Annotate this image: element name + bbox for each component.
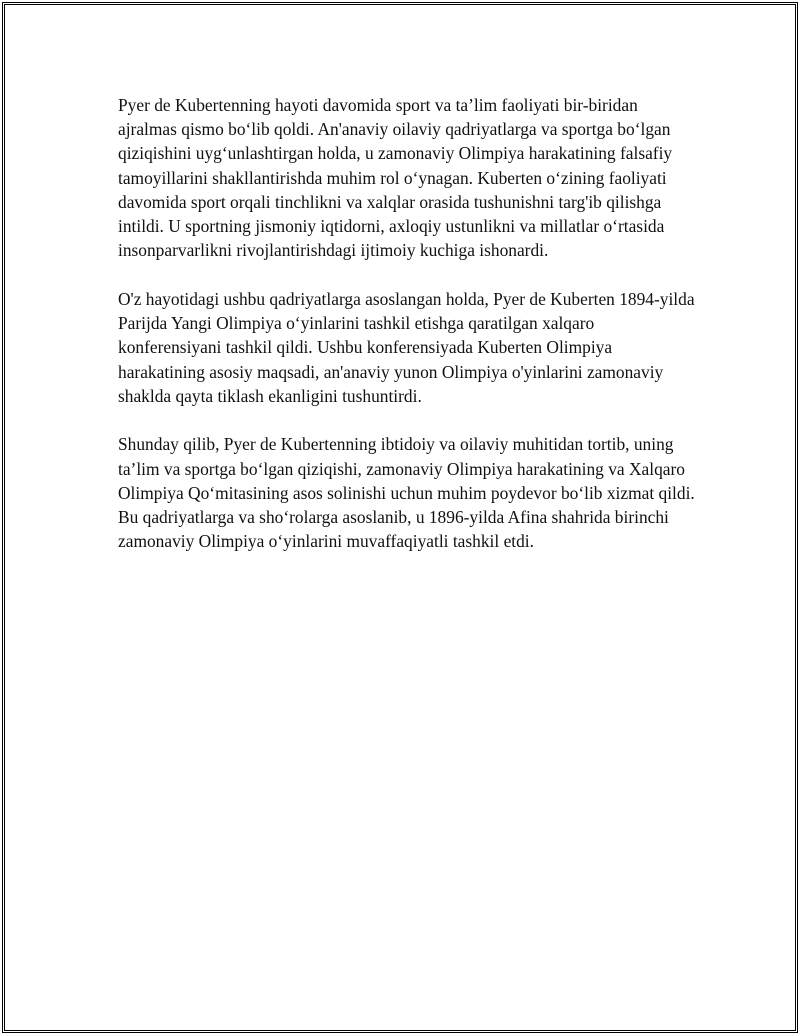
paragraph-1: Pyer de Kubertenning hayoti davomida sport va ta’lim faoliyati bir-biridan ajralmas qismo boʻlib qoldi. An'anaviy oilaviy qadriyatlarga va sportga boʻlgan qiziqishini uygʻunlashtirgan holda, u zamonaviy Olimpiya harakatining falsafiy tamoyillarini shakllantirishda muhim rol oʻynagan. Kuberten oʻzining faoliyati davomida sport orqali tinchlikni va xalqlar orasida tushunishni targ'ib qilishga intildi. U sportning jismoniy iqtidorni, axloqiy ustunlikni va millatlar oʻrtasida insonparvarlikni rivojlantirishdagi ijtimoiy kuchiga ishonardi.	[118, 95, 673, 261]
paragraph-2: O'z hayotidagi ushbu qadriyatlarga asoslangan holda, Pyer de Kuberten 1894-yilda Parijda Yangi Olimpiya oʻyinlarini tashkil etishga qaratilgan xalqaro konferensiyani tashkil qildi. Ushbu konferensiyada Kuberten Olimpiya harakatining asosiy maqsadi, an'anaviy yunon Olimpiya o'yinlarini zamonaviy shaklda qayta tiklash ekanligini tushuntirdi.	[118, 288, 695, 406]
document-body	[118, 93, 698, 578]
paragraph-3: Shunday qilib, Pyer de Kubertenning ibtidoiy va oilaviy muhitidan tortib, uning ta’lim va sportga boʻlgan qiziqishi, zamonaviy Olimpiya harakatining va Xalqaro Olimpiya Qoʻmitasining asos solinishi uchun muhim poydevor boʻlib xizmat qildi. Bu qadriyatlarga va shoʻrolarga asoslanib, u 1896-yilda Afina shahrida birinchi zamonaviy Olimpiya oʻyinlarini muvaffaqiyatli tashkil etdi.	[118, 434, 695, 552]
